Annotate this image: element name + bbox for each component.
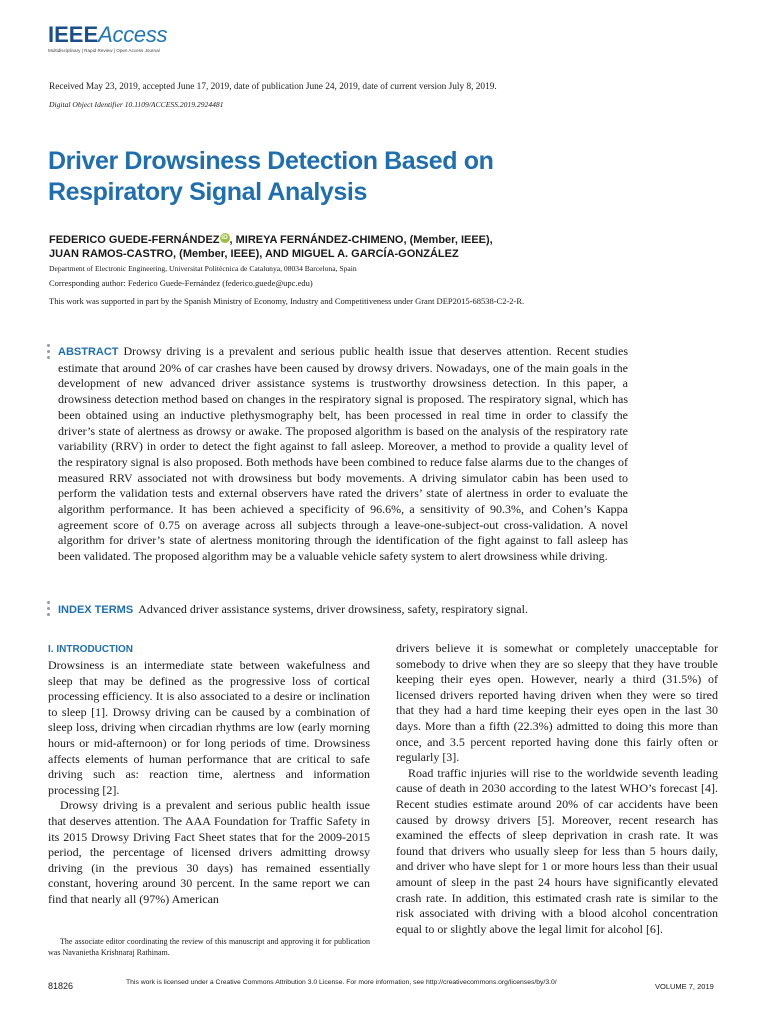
license-note: This work is licensed under a Creative Commons Attribution 3.0 License. For more information, see http://creativecommons.org/licenses/by/3.0/	[126, 979, 557, 986]
intro-paragraph-4: Road traffic injuries will rise to the worldwide seventh leading cause of death in 2030 according to the latest WHO’s forecast [4]. Recent studies estimate around 20% of car accidents have been caused by drowsy drivers [5]. Moreover, recent research has examined the effects of sleep deprivation in crash rate. It was found that drivers who usually sleep for less than 5 hours daily, and driver who have slept for 1 or more hours less than their usual amount of sleep in the past 24 hours have significantly elevated crash rate. In addition, this estimated crash rate is similar to the risk associated with driving with a blood alcohol concentration equal to or slightly above the legal limit for alcohol [6].	[396, 765, 718, 936]
intro-paragraph-2: Drowsy driving is a prevalent and serious public health issue that deserves attention. The AAA Foundation for Traffic Safety in its 2015 Drowsy Driving Fact Sheet states that for the 2009-2015 period, the percentage of licensed drivers admitting drowsy driving (in the previous 30 days) has remained essentially constant, hovering around 30 percent. In the same report we can find that nearly all (97%) American	[48, 798, 370, 906]
index-terms-dots-icon	[47, 601, 51, 619]
footnote-text: The associate editor coordinating the review of this manuscript and approving it for publication was Navanietha Krishnaraj Rathinam.	[48, 937, 370, 957]
right-column	[396, 641, 718, 937]
author-list	[49, 233, 493, 261]
intro-paragraph-1: Drowsiness is an intermediate state between wakefulness and sleep that may be defined as the progressive loss of cortical processing efficiency. It is also associated to a desire or inclination to sleep [1]. Drowsy driving can be caused by a combination of sleep loss, driving when circadian rhythms are low (early morning hours or mid-afternoon) or for long periods of time. Drowsiness affects elements of human performance that are critical to safe driving such as: reaction time, alertness and information processing [2].	[48, 658, 370, 797]
index-terms-text: Advanced driver assistance systems, driver drowsiness, safety, respiratory signal.	[138, 602, 528, 616]
page-number: 81826	[48, 981, 74, 991]
journal-tagline: Multidisciplinary | Rapid Review | Open Access Journal	[48, 48, 160, 53]
funding-note: This work was supported in part by the Spanish Ministry of Economy, Industry and Competitiveness under Grant DEP2015-68538-C2-2-R.	[49, 296, 525, 306]
abstract	[58, 344, 628, 565]
volume-label: VOLUME 7, 2019	[655, 982, 714, 991]
corresponding-author: Corresponding author: Federico Guede-Fernández (federico.guede@upc.edu)	[49, 278, 313, 288]
journal-name-ieee: IEEE	[48, 22, 99, 47]
author-first: FEDERICO GUEDE-FERNÁNDEZ	[49, 234, 220, 246]
doi-line: Digital Object Identifier 10.1109/ACCESS.2019.2924481	[49, 100, 224, 109]
section-heading: I. INTRODUCTION	[48, 644, 133, 655]
left-column	[48, 644, 370, 908]
abstract-dots-icon	[47, 344, 51, 362]
abstract-text: Drowsy driving is a prevalent and serious public health issue that deserves attention. Recent studies estimate that around 20% of car crashes have been caused by drowsy drivers. Nowadays, one of the main goals in the development of new advanced driver assistance systems is trustworthy drowsiness detection. In this paper, a drowsiness detection method based on changes in the respiratory signal is proposed. The respiratory signal, which has been obtained using an inductive plethysmography belt, has been processed in real time in order to classify the driver’s state of alertness as drowsy or awake. The proposed algorithm is based on the analysis of the respiratory rate variability (RRV) in order to detect the fight against to fall asleep. Moreover, a method to provide a quality level of the respiratory signal is also proposed. Both methods have been combined to reduce false alarms due to the changes of measured RRV associated not with drowsiness but body movements. A driving simulator cabin has been used to perform the validation tests and external observers have rated the drivers’ state of alertness in order to evaluate the algorithm performance. It has been achieved a specificity of 96.6%, a sensitivity of 90.3%, and Cohen’s Kappa agreement score of 0.75 on average across all subjects through a leave-one-subject-out cross-validation. A novel algorithm for driver’s state of alertness monitoring through the identification of the fight against to fall asleep has been validated. The proposed algorithm may be a valuable vehicle safety system to alert drowsiness while driving.	[58, 344, 628, 564]
index-terms	[58, 602, 628, 619]
journal-name-access: Access	[98, 22, 168, 47]
editor-footnote	[48, 936, 370, 958]
author-line1-rest: , MIREYA FERNÁNDEZ-CHIMENO, (Member, IEEE),	[229, 234, 493, 246]
paper-title-line2: Respiratory Signal Analysis	[48, 178, 367, 206]
author-line2: JUAN RAMOS-CASTRO, (Member, IEEE), AND MIGUEL A. GARCÍA-GONZÁLEZ	[49, 248, 459, 260]
affiliation: Department of Electronic Engineering, Universitat Politècnica de Catalunya, 08034 Barcelona, Spain	[49, 264, 357, 273]
paper-title	[48, 146, 493, 208]
received-dates: Received May 23, 2019, accepted June 17, 2019, date of publication June 24, 2019, date of current version July 8, 2019.	[49, 82, 497, 92]
orcid-icon[interactable]: iD	[221, 234, 228, 241]
journal-logo	[48, 24, 167, 53]
intro-paragraph-3: drivers believe it is somewhat or completely unacceptable for somebody to drive when they are so sleepy that they have trouble keeping their eyes open. However, nearly a third (31.5%) of licensed drivers reported having driven when they were so tired that they had a hard time keeping their eyes open in the last 30 days. More than a fifth (22.3%) admitted to doing this more than once, and 3.5 percent reported having done this fairly often or regularly [3].	[396, 641, 718, 765]
index-terms-label: INDEX TERMS	[58, 604, 134, 616]
paper-title-line1: Driver Drowsiness Detection Based on	[48, 147, 494, 175]
abstract-label: ABSTRACT	[58, 346, 119, 358]
